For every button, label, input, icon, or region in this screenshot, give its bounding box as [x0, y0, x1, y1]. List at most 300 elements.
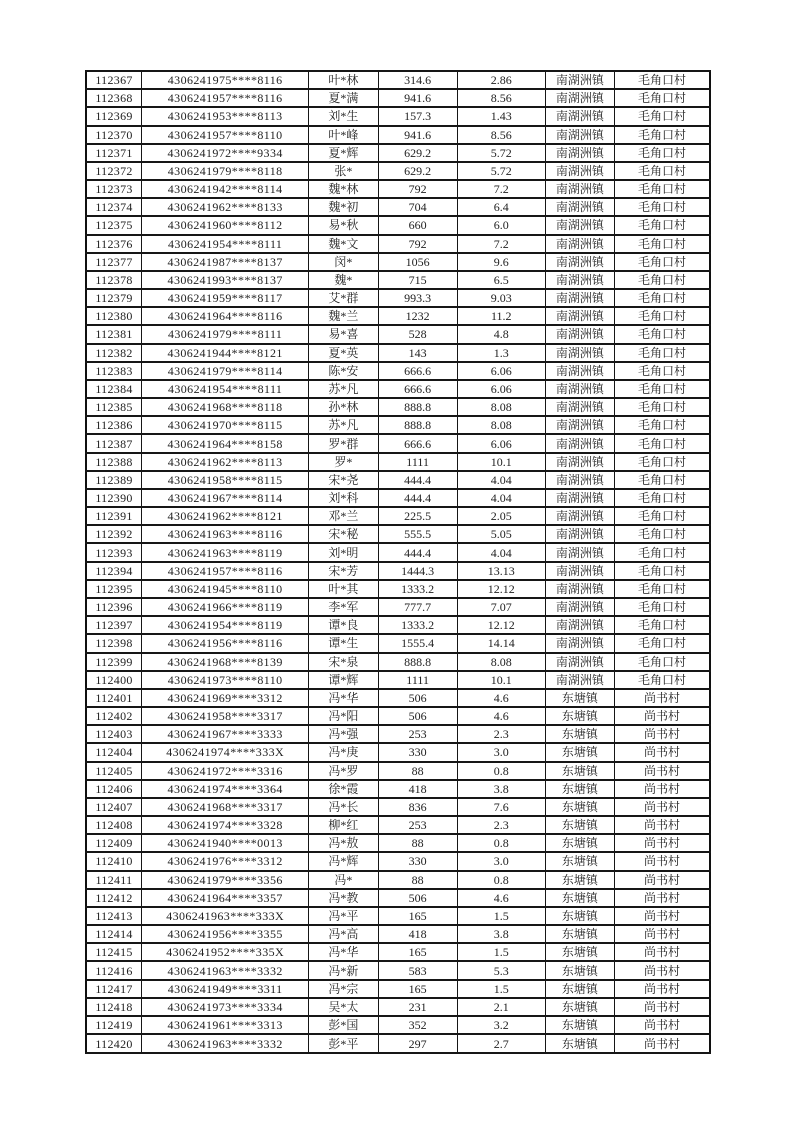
- cell-town: 南湖洲镇: [545, 489, 614, 507]
- cell-amount-secondary: 1.5: [457, 943, 545, 961]
- cell-id-number-masked: 4306241961****3313: [142, 1016, 309, 1034]
- table-row: [86, 271, 710, 289]
- cell-id-number-masked: 4306241973****3334: [142, 998, 309, 1016]
- cell-serial-number: 112384: [86, 380, 142, 398]
- cell-amount-secondary: 4.6: [457, 689, 545, 707]
- cell-serial-number: 112406: [86, 780, 142, 798]
- cell-id-number-masked: 4306241963****8119: [142, 543, 309, 561]
- cell-amount-primary: 704: [378, 198, 457, 216]
- cell-amount-secondary: 14.14: [457, 634, 545, 652]
- cell-town: 东塘镇: [545, 907, 614, 925]
- cell-serial-number: 112382: [86, 344, 142, 362]
- cell-amount-primary: 715: [378, 271, 457, 289]
- cell-village: 尚书村: [614, 707, 710, 725]
- cell-id-number-masked: 4306241963****333X: [142, 907, 309, 925]
- cell-serial-number: 112399: [86, 653, 142, 671]
- cell-person-name-masked: 宋*泉: [309, 653, 378, 671]
- cell-amount-primary: 506: [378, 689, 457, 707]
- cell-town: 东塘镇: [545, 762, 614, 780]
- cell-amount-primary: 418: [378, 925, 457, 943]
- cell-id-number-masked: 4306241958****8115: [142, 471, 309, 489]
- cell-town: 南湖洲镇: [545, 543, 614, 561]
- cell-town: 南湖洲镇: [545, 616, 614, 634]
- cell-town: 南湖洲镇: [545, 634, 614, 652]
- cell-amount-secondary: 2.3: [457, 816, 545, 834]
- cell-village: 尚书村: [614, 743, 710, 761]
- cell-person-name-masked: 魏*初: [309, 198, 378, 216]
- cell-person-name-masked: 易*秋: [309, 216, 378, 234]
- cell-amount-secondary: 9.6: [457, 253, 545, 271]
- cell-village: 尚书村: [614, 816, 710, 834]
- cell-village: 毛角口村: [614, 362, 710, 380]
- cell-id-number-masked: 4306241958****3317: [142, 707, 309, 725]
- table-row: [86, 71, 710, 89]
- cell-person-name-masked: 刘*生: [309, 107, 378, 125]
- cell-amount-secondary: 0.8: [457, 871, 545, 889]
- cell-person-name-masked: 刘*明: [309, 543, 378, 561]
- cell-person-name-masked: 冯*华: [309, 689, 378, 707]
- cell-town: 南湖洲镇: [545, 525, 614, 543]
- cell-amount-primary: 506: [378, 889, 457, 907]
- cell-id-number-masked: 4306241940****0013: [142, 834, 309, 852]
- cell-person-name-masked: 冯*敖: [309, 834, 378, 852]
- cell-id-number-masked: 4306241974****333X: [142, 743, 309, 761]
- cell-village: 尚书村: [614, 980, 710, 998]
- cell-person-name-masked: 易*喜: [309, 325, 378, 343]
- cell-id-number-masked: 4306241957****8116: [142, 89, 309, 107]
- cell-town: 东塘镇: [545, 961, 614, 979]
- cell-person-name-masked: 罗*群: [309, 434, 378, 452]
- cell-id-number-masked: 4306241962****8113: [142, 453, 309, 471]
- cell-amount-secondary: 6.0: [457, 216, 545, 234]
- cell-person-name-masked: 苏*凡: [309, 380, 378, 398]
- cell-id-number-masked: 4306241954****8111: [142, 235, 309, 253]
- cell-amount-secondary: 8.56: [457, 89, 545, 107]
- cell-person-name-masked: 魏*林: [309, 180, 378, 198]
- cell-serial-number: 112380: [86, 307, 142, 325]
- cell-serial-number: 112411: [86, 871, 142, 889]
- cell-person-name-masked: 冯*强: [309, 725, 378, 743]
- table-row: [86, 416, 710, 434]
- cell-amount-secondary: 2.05: [457, 507, 545, 525]
- cell-amount-secondary: 2.86: [457, 71, 545, 89]
- cell-amount-secondary: 8.08: [457, 416, 545, 434]
- cell-person-name-masked: 宋*芳: [309, 562, 378, 580]
- cell-serial-number: 112419: [86, 1016, 142, 1034]
- cell-amount-secondary: 7.2: [457, 180, 545, 198]
- cell-amount-primary: 1555.4: [378, 634, 457, 652]
- cell-village: 尚书村: [614, 998, 710, 1016]
- cell-village: 毛角口村: [614, 616, 710, 634]
- cell-id-number-masked: 4306241964****3357: [142, 889, 309, 907]
- cell-serial-number: 112400: [86, 671, 142, 689]
- cell-amount-primary: 1444.3: [378, 562, 457, 580]
- cell-serial-number: 112416: [86, 961, 142, 979]
- cell-village: 尚书村: [614, 852, 710, 870]
- cell-amount-secondary: 7.6: [457, 798, 545, 816]
- table-row: [86, 126, 710, 144]
- cell-id-number-masked: 4306241952****335X: [142, 943, 309, 961]
- cell-serial-number: 112410: [86, 852, 142, 870]
- table-row: [86, 816, 710, 834]
- cell-amount-secondary: 6.06: [457, 434, 545, 452]
- cell-town: 东塘镇: [545, 889, 614, 907]
- cell-town: 东塘镇: [545, 852, 614, 870]
- cell-village: 毛角口村: [614, 71, 710, 89]
- cell-id-number-masked: 4306241960****8112: [142, 216, 309, 234]
- cell-person-name-masked: 谭*生: [309, 634, 378, 652]
- table-row: [86, 344, 710, 362]
- cell-id-number-masked: 4306241987****8137: [142, 253, 309, 271]
- cell-village: 毛角口村: [614, 180, 710, 198]
- cell-id-number-masked: 4306241956****8116: [142, 634, 309, 652]
- cell-amount-secondary: 3.2: [457, 1016, 545, 1034]
- cell-amount-secondary: 4.04: [457, 471, 545, 489]
- cell-amount-secondary: 5.05: [457, 525, 545, 543]
- cell-id-number-masked: 4306241957****8116: [142, 562, 309, 580]
- cell-person-name-masked: 叶*其: [309, 580, 378, 598]
- cell-amount-secondary: 5.3: [457, 961, 545, 979]
- table-row: [86, 162, 710, 180]
- cell-amount-secondary: 11.2: [457, 307, 545, 325]
- cell-person-name-masked: 冯*长: [309, 798, 378, 816]
- cell-village: 尚书村: [614, 961, 710, 979]
- cell-amount-secondary: 3.0: [457, 743, 545, 761]
- cell-amount-primary: 352: [378, 1016, 457, 1034]
- table-row: [86, 725, 710, 743]
- cell-person-name-masked: 冯*庚: [309, 743, 378, 761]
- cell-village: 毛角口村: [614, 525, 710, 543]
- cell-town: 南湖洲镇: [545, 471, 614, 489]
- cell-amount-secondary: 2.3: [457, 725, 545, 743]
- cell-amount-secondary: 7.07: [457, 598, 545, 616]
- cell-town: 南湖洲镇: [545, 71, 614, 89]
- table-row: [86, 144, 710, 162]
- cell-amount-primary: 941.6: [378, 126, 457, 144]
- table-row: [86, 380, 710, 398]
- cell-village: 毛角口村: [614, 271, 710, 289]
- table-row: [86, 689, 710, 707]
- cell-person-name-masked: 冯*新: [309, 961, 378, 979]
- cell-serial-number: 112386: [86, 416, 142, 434]
- cell-person-name-masked: 谭*辉: [309, 671, 378, 689]
- cell-id-number-masked: 4306241962****8133: [142, 198, 309, 216]
- cell-serial-number: 112381: [86, 325, 142, 343]
- cell-amount-secondary: 3.8: [457, 925, 545, 943]
- cell-town: 南湖洲镇: [545, 562, 614, 580]
- cell-person-name-masked: 冯*罗: [309, 762, 378, 780]
- cell-amount-primary: 792: [378, 180, 457, 198]
- cell-amount-secondary: 12.12: [457, 616, 545, 634]
- cell-serial-number: 112413: [86, 907, 142, 925]
- cell-amount-primary: 629.2: [378, 144, 457, 162]
- cell-person-name-masked: 张*: [309, 162, 378, 180]
- table-row: [86, 543, 710, 561]
- cell-village: 毛角口村: [614, 671, 710, 689]
- cell-person-name-masked: 冯*教: [309, 889, 378, 907]
- cell-serial-number: 112407: [86, 798, 142, 816]
- cell-village: 毛角口村: [614, 507, 710, 525]
- cell-serial-number: 112418: [86, 998, 142, 1016]
- cell-serial-number: 112379: [86, 289, 142, 307]
- cell-amount-primary: 157.3: [378, 107, 457, 125]
- cell-serial-number: 112417: [86, 980, 142, 998]
- table-row: [86, 89, 710, 107]
- cell-person-name-masked: 吴*太: [309, 998, 378, 1016]
- cell-town: 南湖洲镇: [545, 362, 614, 380]
- cell-serial-number: 112369: [86, 107, 142, 125]
- cell-village: 尚书村: [614, 1034, 710, 1053]
- cell-amount-secondary: 4.6: [457, 889, 545, 907]
- cell-town: 东塘镇: [545, 816, 614, 834]
- cell-person-name-masked: 柳*红: [309, 816, 378, 834]
- cell-amount-primary: 444.4: [378, 471, 457, 489]
- cell-person-name-masked: 夏*辉: [309, 144, 378, 162]
- cell-serial-number: 112367: [86, 71, 142, 89]
- cell-village: 毛角口村: [614, 416, 710, 434]
- cell-amount-secondary: 1.5: [457, 907, 545, 925]
- cell-serial-number: 112385: [86, 398, 142, 416]
- table-row: [86, 943, 710, 961]
- cell-village: 尚书村: [614, 834, 710, 852]
- cell-amount-secondary: 12.12: [457, 580, 545, 598]
- cell-amount-secondary: 2.7: [457, 1034, 545, 1053]
- cell-amount-secondary: 1.3: [457, 344, 545, 362]
- table-row: [86, 798, 710, 816]
- table-row: [86, 634, 710, 652]
- cell-id-number-masked: 4306241966****8119: [142, 598, 309, 616]
- table-row: [86, 1034, 710, 1053]
- cell-town: 南湖洲镇: [545, 307, 614, 325]
- cell-amount-secondary: 4.04: [457, 489, 545, 507]
- cell-village: 毛角口村: [614, 598, 710, 616]
- cell-town: 东塘镇: [545, 925, 614, 943]
- cell-person-name-masked: 彭*国: [309, 1016, 378, 1034]
- cell-serial-number: 112378: [86, 271, 142, 289]
- cell-serial-number: 112371: [86, 144, 142, 162]
- cell-person-name-masked: 叶*峰: [309, 126, 378, 144]
- cell-town: 南湖洲镇: [545, 235, 614, 253]
- cell-amount-secondary: 3.8: [457, 780, 545, 798]
- cell-town: 东塘镇: [545, 689, 614, 707]
- cell-amount-primary: 888.8: [378, 653, 457, 671]
- cell-village: 尚书村: [614, 780, 710, 798]
- table-row: [86, 925, 710, 943]
- cell-id-number-masked: 4306241974****3328: [142, 816, 309, 834]
- cell-amount-secondary: 13.13: [457, 562, 545, 580]
- cell-amount-primary: 231: [378, 998, 457, 1016]
- cell-amount-primary: 297: [378, 1034, 457, 1053]
- cell-amount-primary: 1111: [378, 453, 457, 471]
- cell-person-name-masked: 魏*兰: [309, 307, 378, 325]
- cell-id-number-masked: 4306241956****3355: [142, 925, 309, 943]
- cell-village: 毛角口村: [614, 89, 710, 107]
- cell-amount-primary: 88: [378, 762, 457, 780]
- cell-serial-number: 112377: [86, 253, 142, 271]
- table-row: [86, 198, 710, 216]
- cell-town: 南湖洲镇: [545, 580, 614, 598]
- cell-village: 毛角口村: [614, 543, 710, 561]
- cell-village: 毛角口村: [614, 307, 710, 325]
- table-row: [86, 961, 710, 979]
- cell-id-number-masked: 4306241953****8113: [142, 107, 309, 125]
- cell-village: 毛角口村: [614, 634, 710, 652]
- cell-village: 毛角口村: [614, 398, 710, 416]
- cell-person-name-masked: 冯*阳: [309, 707, 378, 725]
- cell-id-number-masked: 4306241949****3311: [142, 980, 309, 998]
- cell-serial-number: 112394: [86, 562, 142, 580]
- cell-amount-secondary: 8.08: [457, 398, 545, 416]
- cell-town: 东塘镇: [545, 780, 614, 798]
- cell-town: 东塘镇: [545, 743, 614, 761]
- cell-amount-primary: 165: [378, 943, 457, 961]
- cell-village: 毛角口村: [614, 653, 710, 671]
- cell-person-name-masked: 冯*华: [309, 943, 378, 961]
- cell-amount-primary: 88: [378, 871, 457, 889]
- table-row: [86, 707, 710, 725]
- cell-amount-secondary: 0.8: [457, 834, 545, 852]
- table-row: [86, 653, 710, 671]
- cell-town: 南湖洲镇: [545, 216, 614, 234]
- cell-person-name-masked: 叶*林: [309, 71, 378, 89]
- table-row: [86, 598, 710, 616]
- cell-id-number-masked: 4306241968****8139: [142, 653, 309, 671]
- table-row: [86, 562, 710, 580]
- cell-person-name-masked: 邓*兰: [309, 507, 378, 525]
- cell-amount-primary: 330: [378, 743, 457, 761]
- cell-person-name-masked: 谭*良: [309, 616, 378, 634]
- cell-amount-secondary: 5.72: [457, 144, 545, 162]
- cell-serial-number: 112420: [86, 1034, 142, 1053]
- table-row: [86, 453, 710, 471]
- cell-village: 毛角口村: [614, 216, 710, 234]
- cell-amount-primary: 555.5: [378, 525, 457, 543]
- cell-amount-primary: 143: [378, 344, 457, 362]
- cell-town: 东塘镇: [545, 998, 614, 1016]
- cell-town: 南湖洲镇: [545, 180, 614, 198]
- cell-town: 南湖洲镇: [545, 198, 614, 216]
- table-row: [86, 980, 710, 998]
- cell-id-number-masked: 4306241979****3356: [142, 871, 309, 889]
- cell-amount-primary: 888.8: [378, 416, 457, 434]
- cell-id-number-masked: 4306241964****8158: [142, 434, 309, 452]
- cell-id-number-masked: 4306241972****3316: [142, 762, 309, 780]
- cell-id-number-masked: 4306241964****8116: [142, 307, 309, 325]
- cell-amount-secondary: 0.8: [457, 762, 545, 780]
- cell-amount-primary: 1232: [378, 307, 457, 325]
- table-row: [86, 471, 710, 489]
- cell-village: 毛角口村: [614, 380, 710, 398]
- table-row: [86, 889, 710, 907]
- cell-serial-number: 112398: [86, 634, 142, 652]
- cell-village: 毛角口村: [614, 235, 710, 253]
- cell-serial-number: 112409: [86, 834, 142, 852]
- cell-town: 南湖洲镇: [545, 453, 614, 471]
- cell-serial-number: 112374: [86, 198, 142, 216]
- cell-person-name-masked: 彭*平: [309, 1034, 378, 1053]
- cell-village: 毛角口村: [614, 126, 710, 144]
- cell-serial-number: 112372: [86, 162, 142, 180]
- table-row: [86, 998, 710, 1016]
- cell-village: 毛角口村: [614, 107, 710, 125]
- cell-id-number-masked: 4306241979****8111: [142, 325, 309, 343]
- cell-id-number-masked: 4306241968****8118: [142, 398, 309, 416]
- cell-village: 毛角口村: [614, 325, 710, 343]
- table-row: [86, 235, 710, 253]
- cell-id-number-masked: 4306241974****3364: [142, 780, 309, 798]
- cell-serial-number: 112393: [86, 543, 142, 561]
- cell-village: 尚书村: [614, 689, 710, 707]
- table-row: [86, 852, 710, 870]
- cell-id-number-masked: 4306241979****8118: [142, 162, 309, 180]
- cell-amount-primary: 1333.2: [378, 580, 457, 598]
- cell-person-name-masked: 罗*: [309, 453, 378, 471]
- cell-person-name-masked: 冯*平: [309, 907, 378, 925]
- table-row: [86, 325, 710, 343]
- cell-serial-number: 112397: [86, 616, 142, 634]
- cell-town: 南湖洲镇: [545, 144, 614, 162]
- cell-town: 南湖洲镇: [545, 162, 614, 180]
- cell-id-number-masked: 4306241942****8114: [142, 180, 309, 198]
- cell-town: 南湖洲镇: [545, 416, 614, 434]
- cell-serial-number: 112390: [86, 489, 142, 507]
- cell-serial-number: 112376: [86, 235, 142, 253]
- cell-amount-primary: 444.4: [378, 489, 457, 507]
- cell-town: 南湖洲镇: [545, 107, 614, 125]
- cell-village: 尚书村: [614, 889, 710, 907]
- cell-town: 南湖洲镇: [545, 89, 614, 107]
- cell-id-number-masked: 4306241972****9334: [142, 144, 309, 162]
- table-row: [86, 434, 710, 452]
- cell-id-number-masked: 4306241993****8137: [142, 271, 309, 289]
- table-row: [86, 834, 710, 852]
- cell-town: 南湖洲镇: [545, 598, 614, 616]
- table-row: [86, 780, 710, 798]
- cell-amount-secondary: 4.6: [457, 707, 545, 725]
- cell-id-number-masked: 4306241963****8116: [142, 525, 309, 543]
- cell-id-number-masked: 4306241967****3333: [142, 725, 309, 743]
- cell-person-name-masked: 陈*安: [309, 362, 378, 380]
- cell-amount-primary: 666.6: [378, 362, 457, 380]
- cell-amount-secondary: 3.0: [457, 852, 545, 870]
- table-row: [86, 871, 710, 889]
- table-row: [86, 580, 710, 598]
- cell-village: 毛角口村: [614, 434, 710, 452]
- cell-serial-number: 112403: [86, 725, 142, 743]
- cell-town: 南湖洲镇: [545, 507, 614, 525]
- cell-town: 东塘镇: [545, 798, 614, 816]
- cell-amount-primary: 583: [378, 961, 457, 979]
- cell-amount-primary: 836: [378, 798, 457, 816]
- cell-amount-primary: 418: [378, 780, 457, 798]
- cell-serial-number: 112402: [86, 707, 142, 725]
- table-row: [86, 743, 710, 761]
- table-body: [86, 71, 710, 1053]
- table-row: [86, 307, 710, 325]
- cell-person-name-masked: 艾*群: [309, 289, 378, 307]
- cell-person-name-masked: 魏*: [309, 271, 378, 289]
- cell-village: 毛角口村: [614, 580, 710, 598]
- cell-amount-primary: 330: [378, 852, 457, 870]
- table-row: [86, 216, 710, 234]
- cell-serial-number: 112412: [86, 889, 142, 907]
- cell-person-name-masked: 孙*林: [309, 398, 378, 416]
- cell-id-number-masked: 4306241957****8110: [142, 126, 309, 144]
- table-row: [86, 616, 710, 634]
- cell-serial-number: 112387: [86, 434, 142, 452]
- cell-person-name-masked: 夏*满: [309, 89, 378, 107]
- cell-village: 尚书村: [614, 943, 710, 961]
